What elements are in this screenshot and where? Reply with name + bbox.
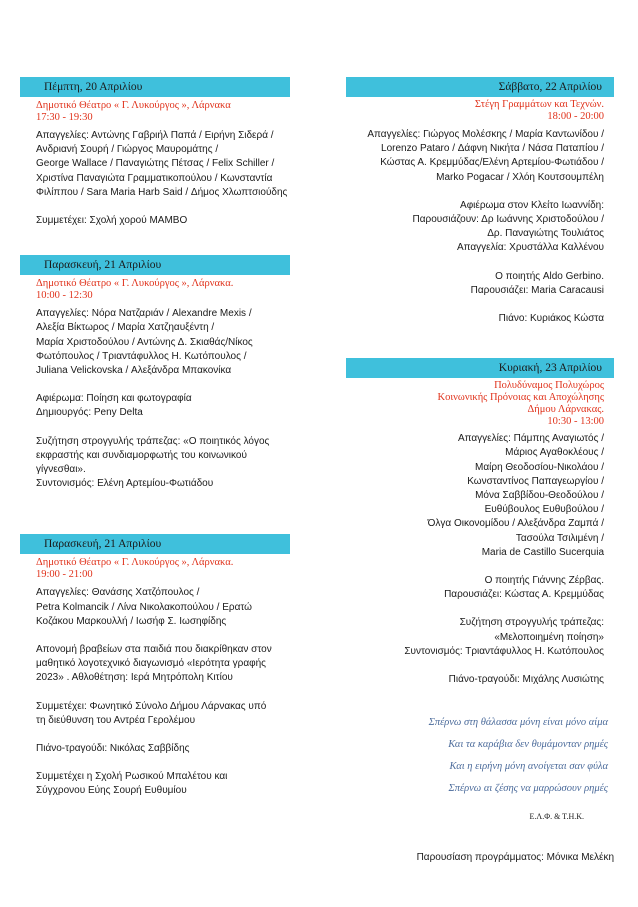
- day-friday-morning: [20, 255, 312, 491]
- day-header: Παρασκευή, 21 Απριλίου: [20, 534, 290, 554]
- program-text: Απαγγελίες: Πάμπης Αναγιωτός / Μάριος Αγαθοκλέους / Μαίρη Θεοδοσίου-Νικολάου / Κωνσταντίνος Παπαγεωργίου / Μόνα Σαββίδου-Θεοδούλου / Ευθύβουλος Ευθυβούλου / Όλγα Οικονομίδου / Αλεξάνδρα Ζαμπά / Τασούλα Τσιλιμένη / Maria de Castillo Sucerquia Ο ποιητής Γιάννης Ζέρβας. Παρουσιάζει: Κώστας Α. Κρεμμύδας Συζήτηση στρογγυλής τράπεζας: «Μελοποιημένη ποίηση» Συντονισμός: Τριαντάφυλλος Η. Κωτόπουλος Πιάνο-τραγούδι: Μιχάλης Λυσιώτης: [404, 433, 604, 686]
- program-text: Απαγγελίες: Θανάσης Χατζόπουλος / Petra Kolmancik / Λίνα Νικολακοπούλου / Ερατώ Κοζάκου Μαρκουλλή / Ιωσήφ Σ. Ιωσηφίδης Απονομή βραβείων στα παιδιά που διακρίθηκαν στον μαθητικό λογοτεχνικό διαγωνισμό «Ιερότητα γραφής 2023» . Αθλοθέτηση: Ιερά Μητρόπολη Κιτίου Συμμετέχει: Φωνητικό Σύνολο Δήμου Λάρνακας υπό τη διεύθυνση του Αντρέα Γερολέμου Πιάνο-τραγούδι: Νικόλας Σαββίδης Συμμετέχει η Σχολή Ρωσικού Μπαλέτου και Σύγχρονου Εύης Σουρή Ευθυμίου: [36, 587, 272, 797]
- day-sunday: [346, 358, 614, 687]
- venue: Στέγη Γραμμάτων και Τεχνών. 18:00 - 20:00: [474, 99, 604, 122]
- day-header: Κυριακή, 23 Απριλίου: [346, 358, 614, 378]
- day-saturday: [346, 77, 614, 326]
- poem-signature: Ε.Λ.Φ. & Τ.Η.Κ.: [529, 812, 584, 821]
- venue: Δημοτικό Θέατρο « Γ. Λυκούργος », Λάρνακα 17:30 - 19:30: [36, 100, 231, 123]
- venue: Δημοτικό Θέατρο « Γ. Λυκούργος », Λάρνακα. 10:00 - 12:30: [36, 278, 234, 302]
- day-friday-evening: [20, 534, 312, 798]
- day-header: Πέμπτη, 20 Απριλίου: [20, 77, 290, 97]
- left-column: [20, 77, 312, 799]
- program-text: Απαγγελίες: Αντώνης Γαβριήλ Παπά / Ειρήνη Σιδερά / Ανδριανή Σουρή / Γιώργος Μαυρομάτης / George Wallace / Παναγιώτης Πέτσας / Felix Schiller / Χριστίνα Παναγιώτα Γραμματικοπούλου / Κωνσταντία Φιλίππου / Sara Maria Harb Said / Δήμος Χλωπτσιούδης Συμμετέχει: Σχολή χορού MAMBO: [36, 130, 288, 227]
- day-header: Σάββατο, 22 Απριλίου: [346, 77, 614, 97]
- day-thursday: [20, 77, 312, 228]
- venue: Πολυδύναμος Πολυχώρος Κοινωνικής Πρόνοιας και Αποχώλησης Δήμου Λάρνακας. 10:30 - 13:00: [437, 380, 604, 428]
- day-header: Παρασκευή, 21 Απριλίου: [20, 255, 290, 275]
- program-text: Απαγγελίες: Γιώργος Μολέσκης / Μαρία Καντωνίδου / Lorenzo Pataro / Δάφνη Νικήτα / Νάσα Παταπίου / Κώστας Α. Κρεμμύδας/Ελένη Αρτεμίου-Φωτιάδου / Marko Pogacar / Χλόη Κουτσουμπέλη Αφιέρωμα στον Κλείτο Ιωαννίδη: Παρουσιάζουν: Δρ Ιωάννης Χριστοδούλου / Δρ. Παναγιώτης Τουλιάτος Απαγγελία: Χρυστάλλα Καλλένου Ο ποιητής Aldo Gerbino. Παρουσιάζει: Maria Caracausi Πιάνο: Κυριάκος Κώστα: [367, 129, 604, 325]
- program-presenter: Παρουσίαση προγράμματος: Μόνικα Μελέκη: [416, 852, 614, 863]
- handwritten-poem: Σπέρνω στη θάλασσα μόνη είναι μόνο αίμα Και τα καράβια δεν θυμάμονταν ρημές Και η ειρήνη μόνη ανοίγεται σαν φύλα Σπέρνω αι ζέσης να μαρρώσουν ρημές: [428, 717, 608, 794]
- program-text: Απαγγελίες: Νόρα Νατζαριάν / Alexandre Mexis / Αλεξία Βίκτωρος / Μαρία Χατζηαυξέντη / Μαρία Χριστοδούλου / Αντώνης Δ. Σκιαθάς/Νίκος Φωτόπουλος / Τριαντάφυλλος Η. Κωτόπουλος / Juliana Velickovska / Αλεξάνδρα Μπακονίκα Αφιέρωμα: Ποίηση και φωτογραφία Δημιουργός: Peny Delta Συζήτηση στρογγυλής τράπεζας: «Ο ποιητικός λόγος εκφραστής και συνδιαμορφωτής του κοινωνικού γίγνεσθαι». Συντονισμός: Ελένη Αρτεμίου-Φωτιάδου: [36, 308, 270, 490]
- right-column: [346, 77, 614, 687]
- venue: Δημοτικό Θέατρο « Γ. Λυκούργος », Λάρνακα. 19:00 - 21:00: [36, 557, 234, 581]
